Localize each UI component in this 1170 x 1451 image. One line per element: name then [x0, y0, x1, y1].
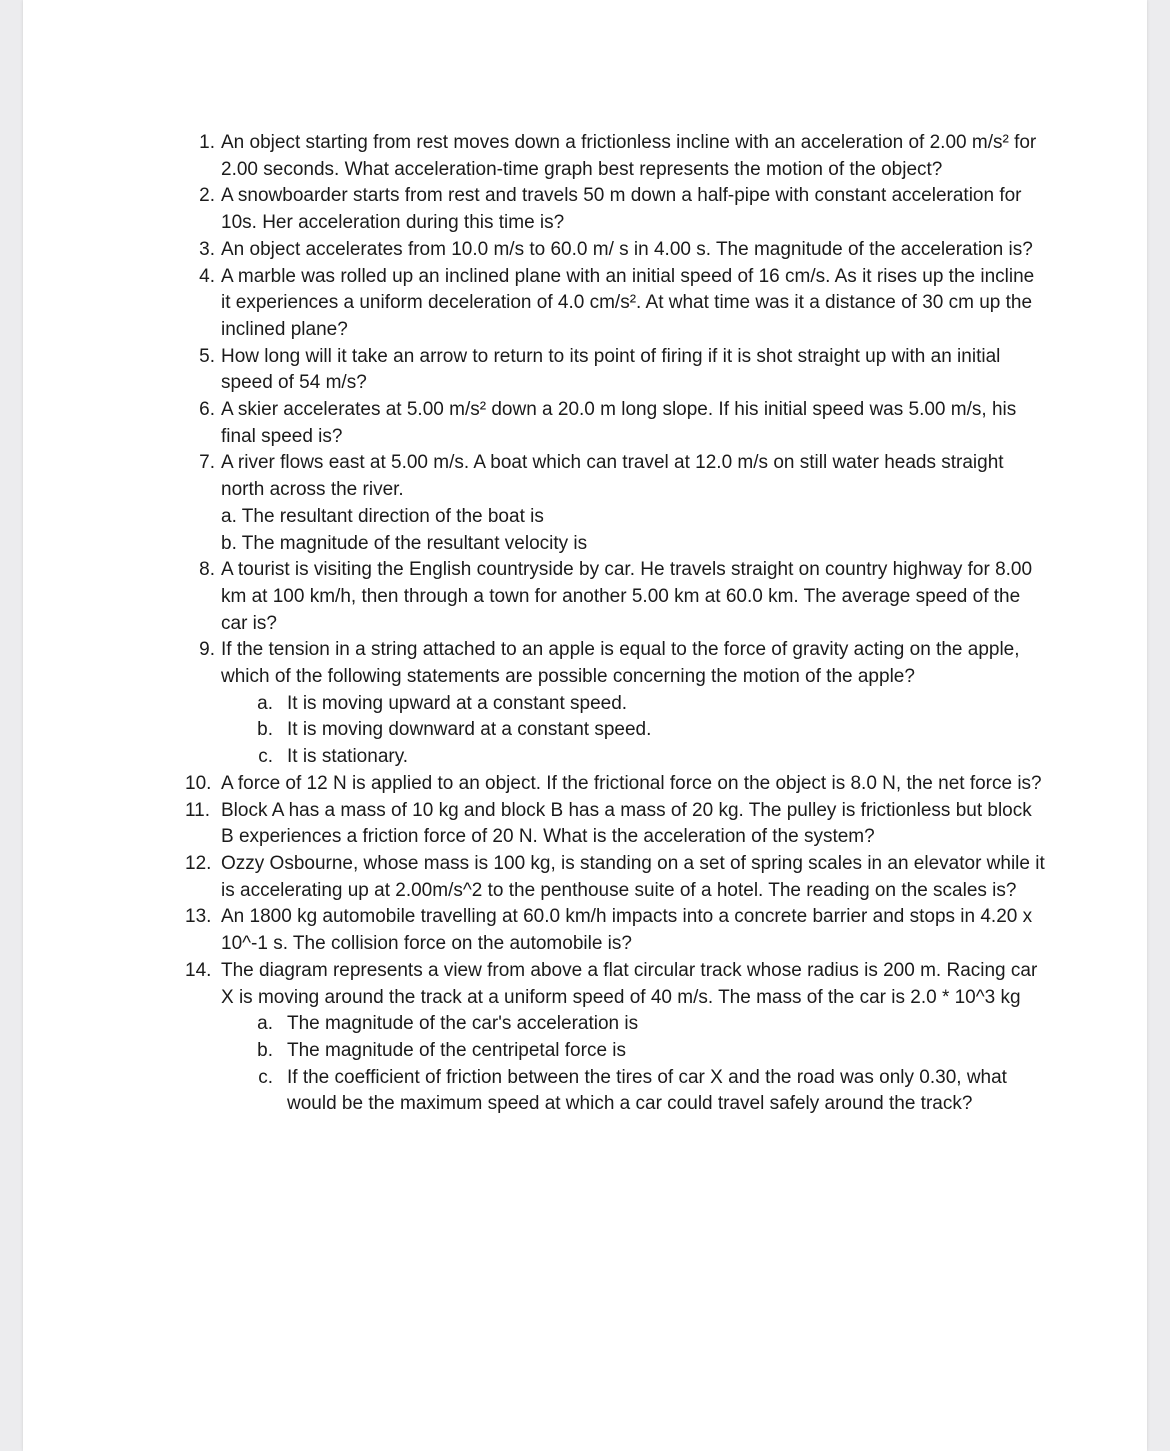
sub-item-text: The magnitude of the centripetal force is	[287, 1039, 627, 1061]
question-11	[185, 798, 1045, 851]
question-6	[185, 397, 1045, 450]
question-9	[185, 637, 1045, 771]
sub-item-c	[253, 1065, 1045, 1118]
question-text: Block A has a mass of 10 kg and block B has a mass of 20 kg. The pulley is frictionless but block B experiences a friction force of 20 N. What is the acceleration of the system?	[221, 799, 1032, 848]
sub-item-text: It is moving upward at a constant speed.	[287, 692, 628, 714]
question-5	[185, 344, 1045, 397]
sub-list	[221, 1011, 1045, 1118]
question-number: 8.	[199, 559, 215, 581]
sub-item-text: The magnitude of the car's acceleration is	[287, 1013, 639, 1035]
sub-item-text: If the coefficient of friction between the tires of car X and the road was only 0.30, what would be the maximum speed at which a car could travel safely around the track?	[287, 1066, 1007, 1115]
question-number: 6.	[199, 399, 215, 421]
question-text: An 1800 kg automobile travelling at 60.0 km/h impacts into a concrete barrier and stops in 4.20 x 10^-1 s. The collision force on the automobile is?	[221, 906, 1033, 955]
sub-item-b	[253, 1038, 1045, 1065]
sub-item-letter: a.	[257, 1013, 273, 1035]
question-text: Ozzy Osbourne, whose mass is 100 kg, is standing on a set of spring scales in an elevator while it is accelerating up at 2.00m/s^2 to the penthouse suite of a hotel. The reading on the scales is?	[221, 852, 1045, 901]
question-text: An object starting from rest moves down a frictionless incline with an acceleration of 2.00 m/s² for 2.00 seconds. What acceleration-time graph best represents the motion of the object?	[221, 132, 1037, 180]
question-10	[185, 771, 1045, 798]
question-number: 12.	[185, 852, 212, 874]
question-number: 2.	[199, 185, 215, 207]
question-7-part-b: b. The magnitude of the resultant velocity is	[221, 532, 588, 554]
sub-item-letter: b.	[257, 719, 273, 741]
question-3	[185, 237, 1045, 264]
question-13	[185, 904, 1045, 957]
sub-item-letter: c.	[258, 746, 273, 768]
question-text: A marble was rolled up an inclined plane with an initial speed of 16 cm/s. As it rises up the incline it experiences a uniform deceleration of 4.0 cm/s². At what time was it a distance of 30 cm up the inclined plane?	[221, 265, 1035, 340]
question-text: If the tension in a string attached to an apple is equal to the force of gravity acting on the apple, which of the following statements are possible concerning the motion of the apple?	[221, 639, 1020, 688]
question-number: 11.	[185, 799, 211, 821]
sub-item-text: It is moving downward at a constant speed.	[287, 719, 652, 741]
question-number: 7.	[199, 452, 215, 474]
question-12	[185, 851, 1045, 904]
sub-item-a	[253, 1011, 1045, 1038]
question-text: A snowboarder starts from rest and travels 50 m down a half-pipe with constant acceleration for 10s. Her acceleration during this time is?	[221, 185, 1022, 234]
question-14	[185, 958, 1045, 1118]
question-8	[185, 557, 1045, 637]
question-number: 9.	[199, 639, 215, 661]
sub-list	[221, 691, 1045, 771]
question-2	[185, 183, 1045, 236]
sub-item-letter: c.	[258, 1066, 273, 1088]
question-number: 13.	[185, 906, 212, 928]
question-7	[185, 450, 1045, 557]
question-1	[185, 130, 1045, 183]
question-number: 14.	[185, 959, 212, 981]
question-number: 10.	[185, 772, 212, 794]
question-number: 1.	[199, 132, 215, 153]
question-text: An object accelerates from 10.0 m/s to 60.0 m/ s in 4.00 s. The magnitude of the acceleration is?	[221, 238, 1033, 260]
sub-item-a	[253, 691, 1045, 718]
question-text: A force of 12 N is applied to an object. If the frictional force on the object is 8.0 N, the net force is?	[221, 772, 1042, 794]
sub-item-text: It is stationary.	[287, 746, 409, 768]
question-list	[185, 130, 1045, 1118]
sub-item-c	[253, 744, 1045, 771]
sub-item-letter: a.	[257, 692, 273, 714]
question-number: 5.	[199, 345, 215, 367]
document-page	[23, 0, 1147, 1451]
question-text: How long will it take an arrow to return to its point of firing if it is shot straight up with an initial speed of 54 m/s?	[221, 345, 1001, 394]
question-4	[185, 264, 1045, 344]
sub-item-letter: b.	[257, 1039, 273, 1061]
question-7-part-a: a. The resultant direction of the boat is	[221, 505, 544, 527]
question-text: A skier accelerates at 5.00 m/s² down a 20.0 m long slope. If his initial speed was 5.00 m/s, his final speed is?	[221, 399, 1017, 447]
sub-item-b	[253, 717, 1045, 744]
question-text: The diagram represents a view from above a flat circular track whose radius is 200 m. Racing car X is moving around the track at a uniform speed of 40 m/s. The mass of the car is 2.0 * 10^3 kg	[221, 959, 1038, 1008]
question-text: A tourist is visiting the English countryside by car. He travels straight on country highway for 8.00 km at 100 km/h, then through a town for another 5.00 km at 60.0 km. The average speed of the car is?	[221, 559, 1033, 634]
question-number: 3.	[199, 238, 215, 260]
question-text: A river flows east at 5.00 m/s. A boat which can travel at 12.0 m/s on still water heads straight north across the river.	[221, 452, 1004, 501]
question-number: 4.	[199, 265, 215, 287]
